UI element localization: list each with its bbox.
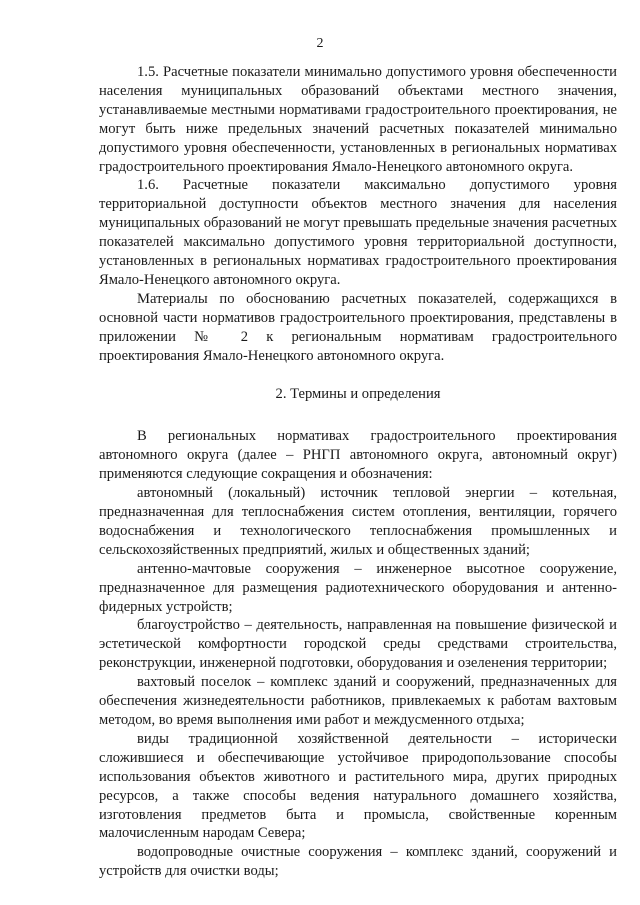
section-heading: 2. Термины и определения: [275, 385, 441, 402]
paragraph-1-5: 1.5. Расчетные показатели минимально допустимого уровня обеспеченности населения муниципальных образований объектами местного значения, устанавливаемые местными нормативами градостроительного проектирования, не могут быть ниже предельных значений расчетных показателей минимально допустимого уровня обеспеченности, установленных в региональных нормативах градостроительного проектирования Ямало-Ненецкого автономного округа.: [99, 64, 617, 175]
term-definition: виды традиционной хозяйственной деятельности – исторически сложившиеся и обеспечивающие устойчивое природопользование способы использования объектов животного и растительного мира, других природных ресурсов, а также способы ведения натурального домашнего хозяйства, изготовления предметов быта и промысла, свойственные коренным малочисленным народам Севера;: [99, 730, 617, 842]
page-number: 2: [316, 36, 324, 51]
term-definition: водопроводные очистные сооружения – комплекс зданий, сооружений и устройств для очистки воды;: [99, 844, 617, 880]
document-body: [99, 63, 617, 881]
term-definition: вахтовый поселок – комплекс зданий и сооружений, предназначенных для обеспечения жизнедеятельности работников, привлекаемых к работам вахтовым методом, во время выполнения ими работ и междусменного отдыха;: [99, 674, 617, 728]
term-definition: антенно-мачтовые сооружения – инженерное высотное сооружение, предназначенное для размещения радиотехнического оборудования и антенно-фидерных устройств;: [99, 560, 617, 615]
spacer: [99, 403, 617, 427]
paragraph-1-6: 1.6. Расчетные показатели максимально допустимого уровня территориальной доступности объектов местного значения для населения муниципальных образований не могут превышать предельные значения расчетных показателей максимально допустимого уровня территориальной доступности, установленных в региональных нормативах градостроительного проектирования Ямало-Ненецкого автономного округа.: [99, 177, 617, 288]
term-definition: благоустройство – деятельность, направленная на повышение физической и эстетической комфортности городской среды средствами строительства, реконструкции, инженерной подготовки, оборудования и озеленения территории;: [99, 617, 617, 672]
paragraph-intro: В региональных нормативах градостроительного проектирования автономного округа (далее – РНГП автономного округа, автономный округ) применяются следующие сокращения и обозначения:: [99, 428, 617, 483]
paragraph-materials: Материалы по обоснованию расчетных показателей, содержащихся в основной части нормативов градостроительного проектирования, представлены в приложении № 2 к региональным нормативам градостроительного проектирования Ямало-Ненецкого автономного округа.: [99, 290, 617, 364]
spacer: [99, 366, 617, 385]
term-definition: автономный (локальный) источник тепловой энергии – котельная, предназначенная для теплоснабжения систем отопления, вентиляции, горячего водоснабжения и технологического теплоснабжения промышленных и сельскохозяйственных предприятий, жилых и общественных зданий;: [99, 485, 617, 558]
